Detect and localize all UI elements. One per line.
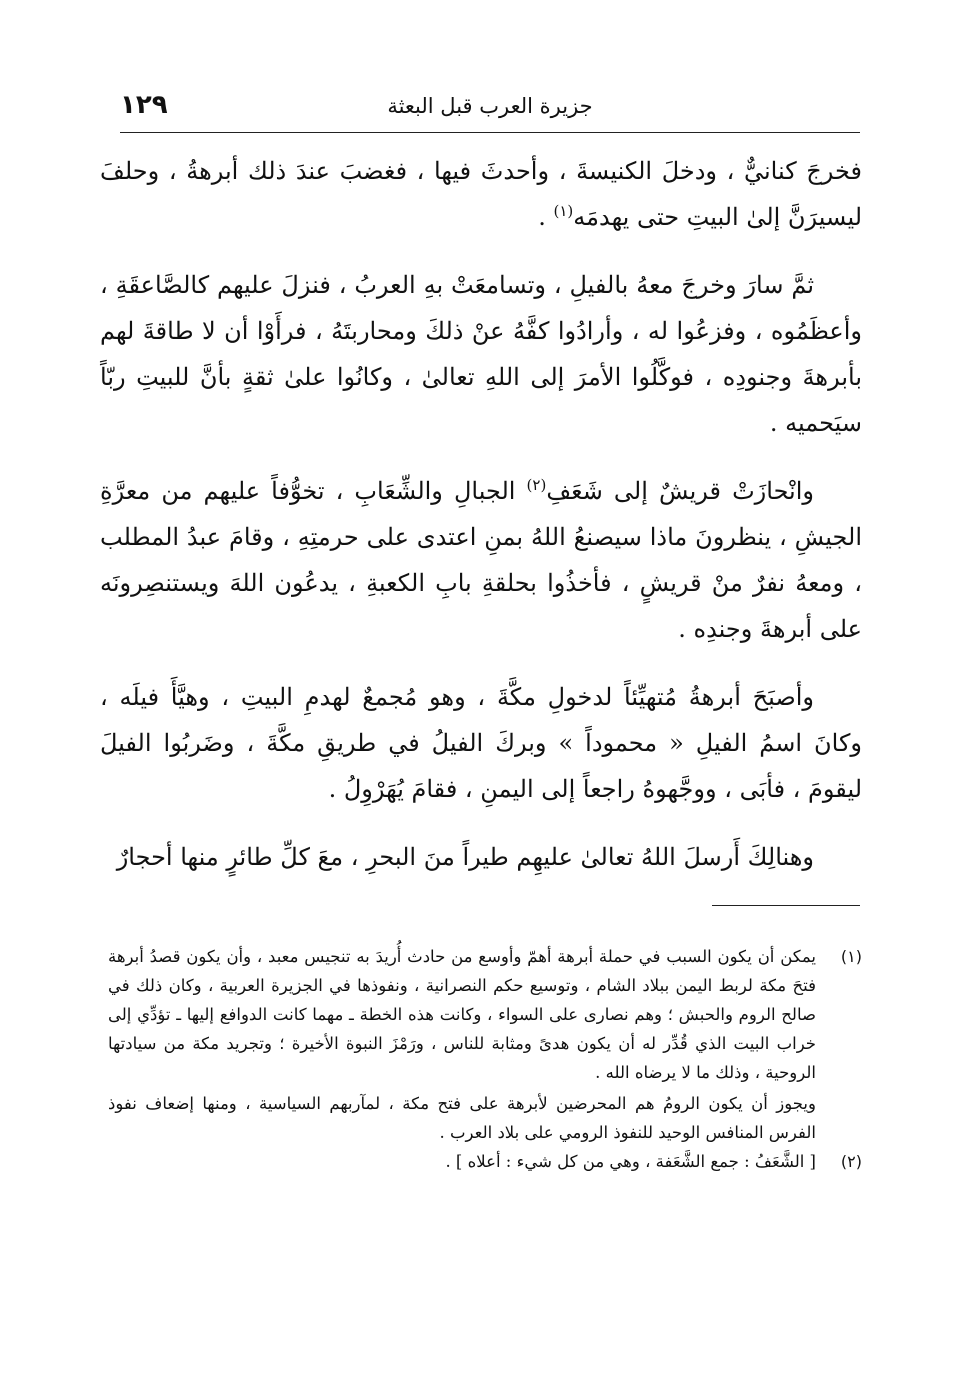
paragraph-1-text: فخرجَ كنانيٌّ ، ودخلَ الكنيسةَ ، وأحدثَ فيها ، فغضبَ عندَ ذلك أبرهةُ ، وحلفَ ليسيرَنَّ إلىٰ البيتِ حتى يهدمَه xyxy=(100,157,862,231)
page-number: ١٢٩ xyxy=(120,90,168,120)
footnote-1-continuation: ويجوز أن يكون الرومُ هم المحرضين لأبرهة على فتح مكة ، لمآربهم السياسية ، ومنها إضعاف نفوذ الفرس المنافس الوحيد للنفوذ الرومي على بلاد العرب . xyxy=(108,1094,816,1142)
paragraph-2: ثمَّ سارَ وخرجَ معهُ بالفيلِ ، وتسامعَتْ بهِ العربُ ، فنزلَ عليهم كالصَّاعقَةِ ، وأعظَمُوه ، وفزعُوا له ، وأرادُوا كفَّهُ عنْ ذلكَ ومحاربتَهُ ، فرأَوْا أن لا طاقةَ لهم بأبرهةَ وجنودِه ، فوكَّلُوا الأمرَ إلى اللهِ تعالىٰ ، وكانُوا علىٰ ثقةٍ بأنَّ للبيتِ ربّاً سيَحميه . xyxy=(100,271,862,437)
paragraph-3-start: وانْحازَتْ قريشٌ إلى شَعَفِ xyxy=(546,477,814,505)
footnote-1-number: (١) xyxy=(840,947,862,966)
footnotes xyxy=(108,942,862,1176)
footnote-1 xyxy=(108,942,862,1087)
paragraph-1-end: . xyxy=(538,203,554,231)
footnote-ref-2: (٢) xyxy=(526,476,547,494)
paragraph-3 xyxy=(100,468,862,652)
footnote-ref-1: (١) xyxy=(553,202,574,220)
paragraph-4: وأصبَحَ أبرهةُ مُتهيِّئاً لدخولِ مكَّةَ ، وهو مُجمعٌ لهدمِ البيتِ ، وهيَّأَ فيلَه ، وكانَ اسمُ الفيلِ « محموداً » وبركَ الفيلُ في طريقِ مكَّةَ ، وضَربُوا الفيلَ ليقومَ ، فأبَى ، ووجَّهوهُ راجعاً إلى اليمنِ ، فقامَ يُهَرْوِلُ . xyxy=(100,683,862,803)
footnote-2-text: [ الشَّعَفُ : جمع الشَّعَفة ، وهي من كل شيء : أعلاه ] . xyxy=(445,1152,816,1171)
footnote-2 xyxy=(108,1147,862,1176)
paragraph-1 xyxy=(100,148,862,240)
footnote-1-text: يمكن أن يكون السبب في حملة أبرهة أهمّ وأوسع من حادث أُريدَ به تنجيس معبد ، وأن يكون قصدُ أبرهة فتحَ مكة لربط اليمن ببلاد الشام ، وتوسيع حكم النصرانية ، ونفوذها في الجزيرة العربية ، وكان ذلك في صالح الروم والحبش ؛ وهم نصارى على السواء ، وكانت هذه الخطة ـ مهما كانت الدوافع إليها ـ تؤدِّي إلى خراب البيت الذي قُدِّر له أن يكون هدىً ومثابة للناس ، ورَمْزَ النبوة الأخيرة ؛ وتجريد مكة من سيادتها الروحية ، وذلك ما لا يرضاه الله . xyxy=(108,947,816,1082)
page-header xyxy=(120,86,860,133)
paragraph-3-rest: الجبالِ والشِّعَابِ ، تخوُّفاً عليهم من معرَّةِ الجيشِ ، ينظرونَ ماذا سيصنعُ اللهُ بمنِ اعتدى على حرمتِهِ ، وقامَ عبدُ المطلب ، ومعهُ نفرٌ منْ قريشٍ ، فأخذُوا بحلقةِ بابِ الكعبةِ ، يدعُون اللهَ ويستنصِرونَه على أبرهةَ وجندِه . xyxy=(100,477,862,643)
paragraph-5: وهنالِكَ أَرسلَ اللهُ تعالىٰ عليهِم طيراً منَ البحرِ ، معَ كلِّ طائرٍ منها أحجارٌ xyxy=(116,843,814,871)
footnote-separator xyxy=(712,905,860,906)
main-text xyxy=(100,148,862,902)
footnote-2-number: (٢) xyxy=(840,1152,862,1171)
running-title: جزيرة العرب قبل البعثة xyxy=(387,94,593,118)
